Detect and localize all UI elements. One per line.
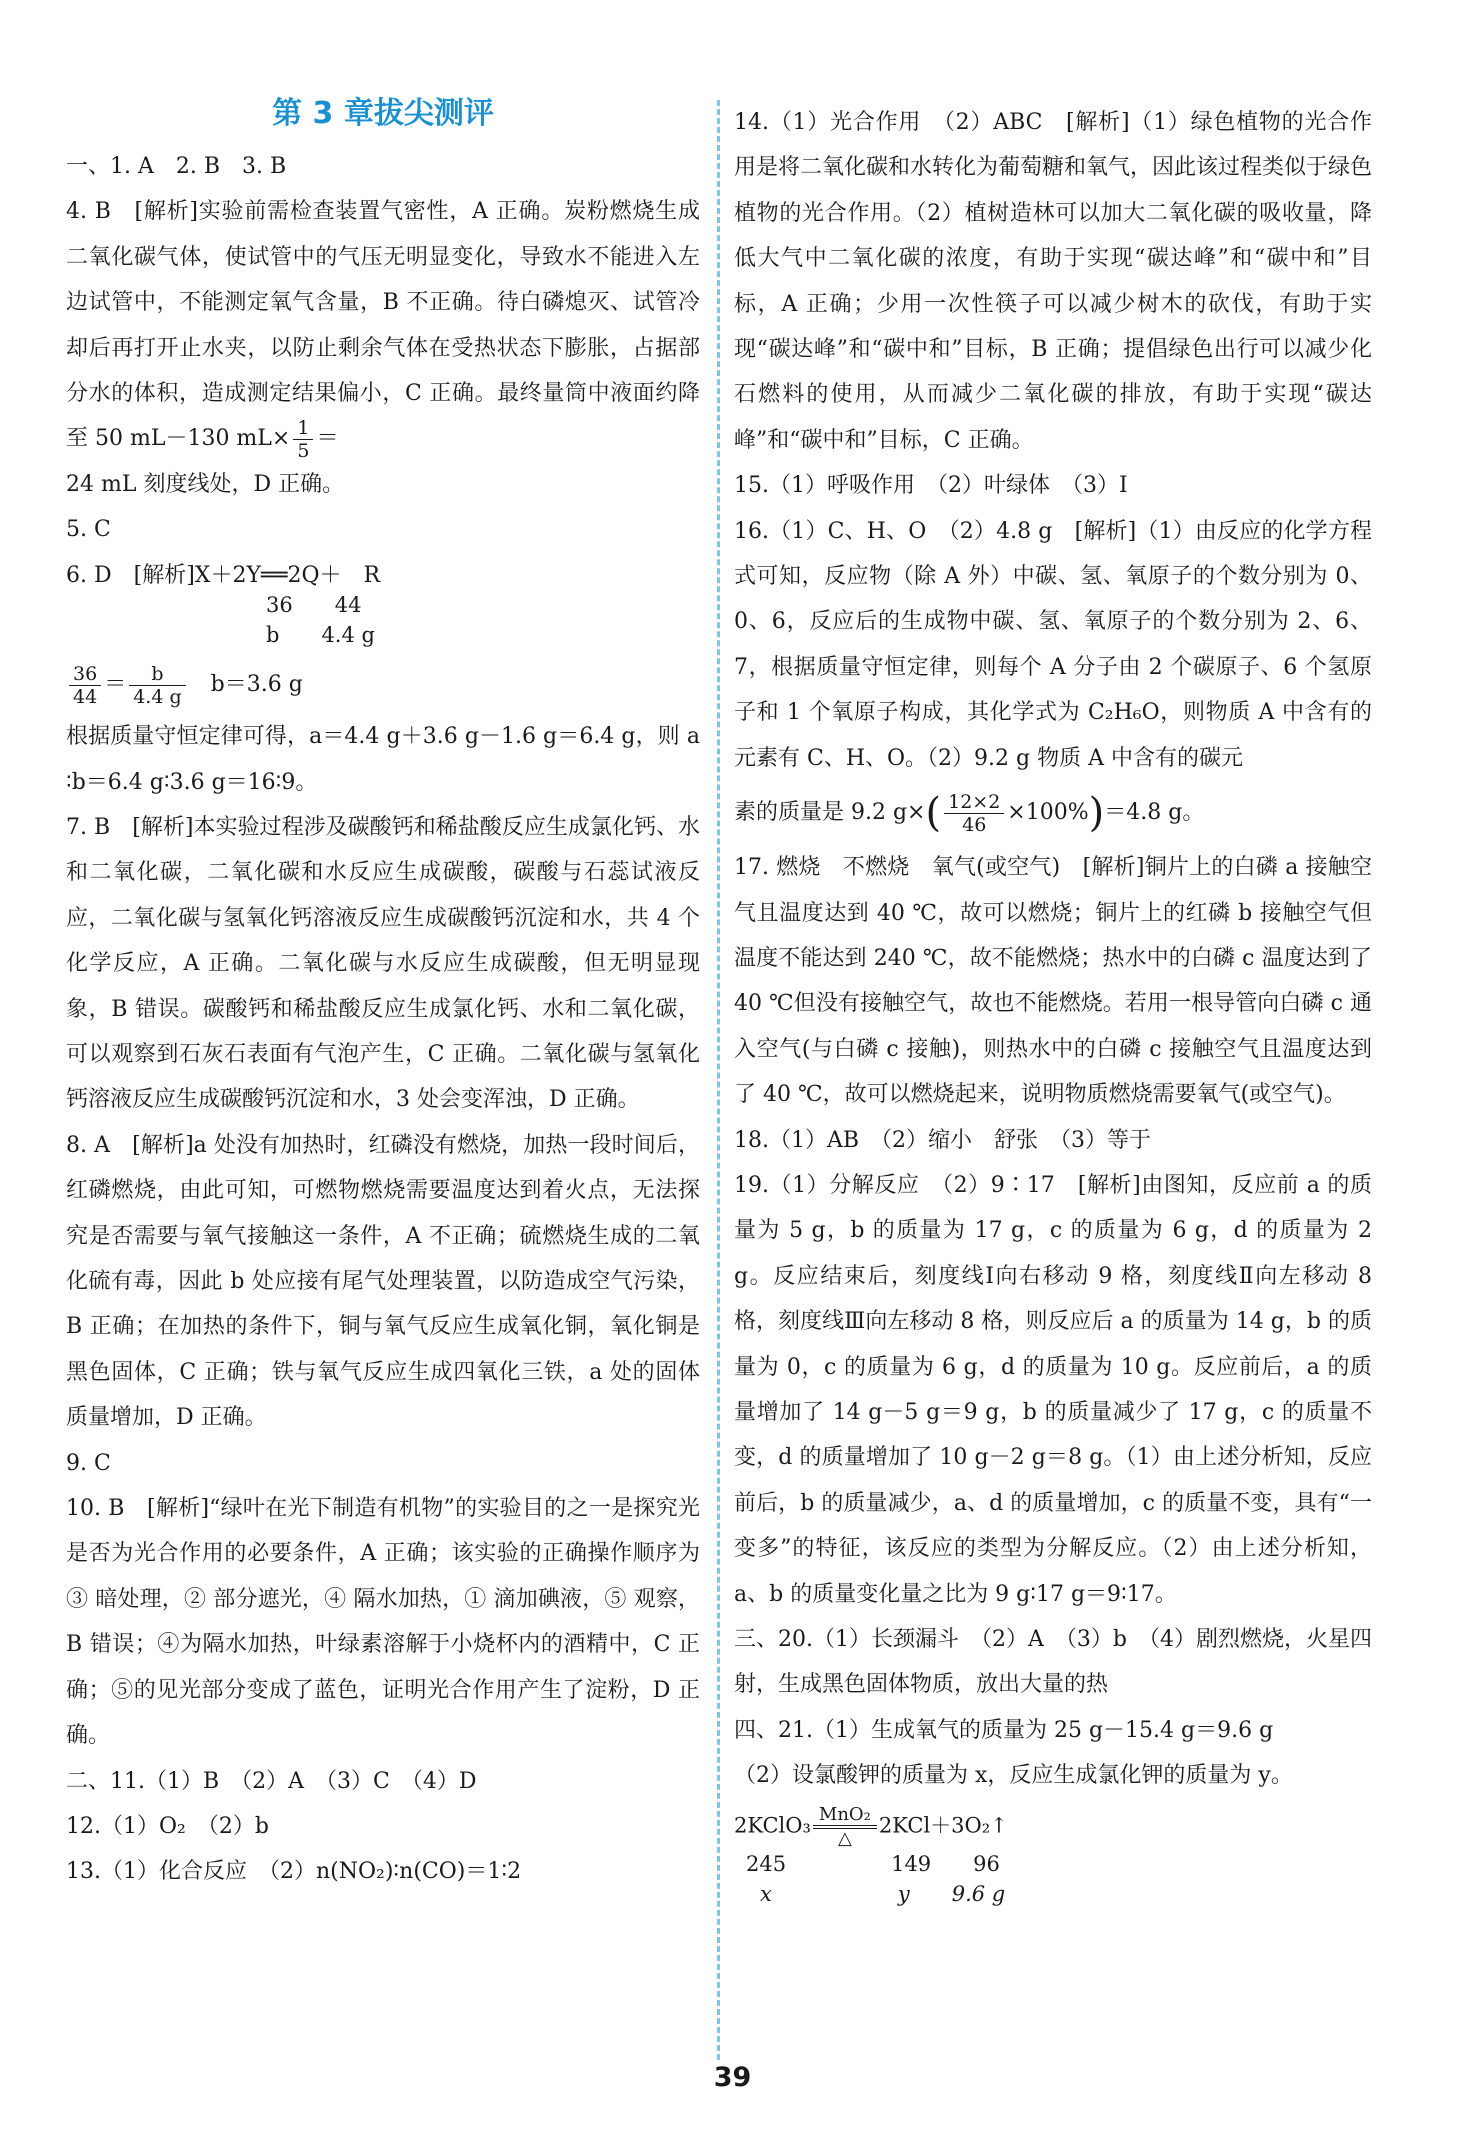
answer-10: 10. B [解析]“绿叶在光下制造有机物”的实验目的之一是探究光是否为光合作用的必要条件，A 正确；该实验的正确操作顺序为③ 暗处理，② 部分遮光，④ 隔水加热，① 滴加碘液，⑤ 观察，B 错误；④为隔水加热，叶绿素溶解于小烧杯内的酒精中，C 正确；⑤的见光部分变成了蓝色，证明光合作用产生了淀粉，D 正确。: [66, 1496, 700, 1749]
equation-mass-row: 245 149 96: [746, 1851, 1000, 1876]
chemical-equation: [734, 1805, 1372, 1909]
equation-products: 2KCl＋3O₂↑: [878, 1813, 1008, 1838]
answer-21-part1: 四、21.（1）生成氧气的质量为 25 g－15.4 g＝9.6 g: [734, 1717, 1274, 1743]
answer-4: [66, 189, 700, 462]
left-column: [66, 96, 701, 1895]
fraction-numerator: 1: [293, 417, 313, 440]
answer-9: 9. C: [66, 1450, 111, 1476]
answer-6-mass-rows: [66, 590, 700, 650]
answer-6-tail: 根据质量守恒定律可得，a＝4.4 g＋3.6 g－1.6 g＝6.4 g，则 a∶b＝6.4 g∶3.6 g＝16∶9。: [66, 724, 700, 795]
answer-4-text: 4. B [解析]实验前需检查装置气密性，A 正确。炭粉燃烧生成二氧化碳气体，使试管中的气压无明显变化，导致水不能进入左边试管中，不能测定氧气含量，B 不正确。待白磷熄灭、试管冷却后再打开止水夹，以防止剩余气体在受热状态下膨胀，占据部分水的体积，造成测定结果偏小，C 正确。最终量筒中液面约降至 50 mL－130 mL×: [66, 199, 700, 452]
answer-16: 16.（1）C、H、O （2）4.8 g [解析]（1）由反应的化学方程式可知，反应物（除 A 外）中碳、氢、氧原子的个数分别为 0、0、6，反应后的生成物中碳、氢、氧原子的个数分别为 2、6、7，根据质量守恒定律，则每个 A 分子由 2 个碳原子、6 个氢原子和 1 个氧原子构成，其化学式为 C₂H₆O，则物质 A 中含有的元素有 C、H、O。（2）9.2 g 物质 A 中含有的碳元: [734, 518, 1372, 771]
answer-15: 15.（1）呼吸作用 （2）叶绿体 （3）Ⅰ: [734, 473, 1128, 499]
calc-middle: ×100%: [1007, 800, 1089, 826]
answer-8: 8. A [解析]a 处没有加热时，红磷没有燃烧，加热一段时间后，红磷燃烧，由此可知，可燃物燃烧需要温度达到着火点，无法探究是否需要与氧气接触这一条件，A 不正确；硫燃烧生成的二氧化硫有毒，因此 b 处应接有尾气处理装置，以防造成空气污染，B 正确；在加热的条件下，铜与氧气反应生成氧化铜，氧化铜是黑色固体，C 正确；铁与氧气反应生成四氧化三铁，a 处的固体质量增加，D 正确。: [66, 1132, 701, 1431]
answer-11: 二、11.（1）B （2）A （3）C （4）D: [66, 1768, 477, 1794]
answer-6-proportion: [66, 656, 700, 714]
fraction-36-44: [69, 663, 101, 708]
catalyst-label: MnO₂: [813, 1805, 877, 1826]
equation-line: [734, 1805, 1372, 1849]
heat-symbol: △: [813, 1828, 877, 1849]
equals-sign: ＝: [104, 672, 127, 698]
answer-21-part2: （2）设氯酸钾的质量为 x，反应生成氯化钾的质量为 y。: [734, 1763, 1293, 1789]
fraction-numerator: b: [129, 663, 185, 686]
fraction-denominator: 44: [73, 685, 98, 708]
answer-16-calculation: [734, 781, 1372, 845]
answer-6-equation: 6. D [解析]X＋2Y══2Q＋ R: [66, 562, 381, 588]
equals-sign: ＝: [316, 426, 339, 452]
right-column: [734, 100, 1372, 1915]
answer-20: 三、20.（1）长颈漏斗 （2）A （3）b （4）剧烈燃烧，火星四射，生成黑色固体物质，放出大量的热: [734, 1627, 1372, 1698]
fraction-one-fifth: [293, 417, 313, 462]
equation-reactant: 2KClO₃: [734, 1813, 811, 1838]
equation-unknown-row: x y 9.6 g: [760, 1881, 1006, 1906]
reaction-condition: [813, 1805, 877, 1849]
answer-4-end: 24 mL 刻度线处，D 正确。: [66, 471, 345, 497]
answer-12: 12.（1）O₂ （2）b: [66, 1813, 269, 1839]
fraction-denominator: 4.4 g: [133, 685, 182, 708]
left-paren: (: [925, 790, 942, 837]
answer-14: 14.（1）光合作用 （2）ABC [解析]（1）绿色植物的光合作用是将二氧化碳和水转化为葡萄糖和氧气，因此该过程类似于绿色植物的光合作用。（2）植树造林可以加大二氧化碳的吸收量，降低大气中二氧化碳的浓度，有助于实现“碳达峰”和“碳中和”目标，A 正确；少用一次性筷子可以减少树木的砍伐，有助于实现“碳达峰”和“碳中和”目标，B 正确；提倡绿色出行可以减少化石燃料的使用，从而减少二氧化碳的排放，有助于实现“碳达峰”和“碳中和”目标，C 正确。: [734, 110, 1373, 453]
answer-1-3: 一、1. A 2. B 3. B: [66, 154, 287, 179]
column-divider: [717, 100, 720, 2060]
mass-row: 36 44: [266, 593, 362, 618]
answer-13: 13.（1）化合反应 （2）n(NO₂)∶n(CO)＝1∶2: [66, 1859, 522, 1885]
answer-17: 17. 燃烧 不燃烧 氧气(或空气) [解析]铜片上的白磷 a 接触空气且温度达到 40 ℃，故可以燃烧；铜片上的红磷 b 接触空气但温度不能达到 240 ℃，故不能燃烧；热水中的白磷 c 温度达到了 40 ℃但没有接触空气，故也不能燃烧。若用一根导管向白磷 c 通入空气(与白磷 c 接触)，则热水中的白磷 c 接触空气且温度达到了 40 ℃，故可以燃烧起来，说明物质燃烧需要氧气(或空气)。: [734, 855, 1372, 1108]
fraction-numerator: 36: [69, 663, 101, 686]
answer-5: 5. C: [66, 517, 111, 543]
page-number: 39: [713, 2062, 752, 2093]
given-row: b 4.4 g: [266, 623, 375, 648]
answer-18: 18.（1）AB （2）缩小 舒张 （3）等于: [734, 1127, 1152, 1153]
fraction-denominator: 5: [297, 439, 310, 462]
fraction-12x2-over-46: [944, 791, 1004, 836]
answer-19: 19.（1）分解反应 （2）9∶17 [解析]由图知，反应前 a 的质量为 5 g，b 的质量为 17 g，c 的质量为 6 g，d 的质量为 2 g。反应结束后，刻度线Ⅰ向右移动 9 格，刻度线Ⅱ向左移动 8 格，刻度线Ⅲ向左移动 8 格，则反应后 a 的质量为 14 g，b 的质量为 0，c 的质量为 6 g，d 的质量为 10 g。反应前后，a 的质量增加了 14 g－5 g＝9 g，b 的质量减少了 17 g，c 的质量不变，d 的质量增加了 10 g－2 g＝8 g。（1）由上述分析知，反应前后，b 的质量减少，a、d 的质量增加，c 的质量不变，具有“一变多”的特征，该反应的类型为分解反应。（2）由上述分析知，a、b 的质量变化量之比为 9 g∶17 g＝9∶17。: [734, 1172, 1372, 1607]
answer-7: 7. B [解析]本实验过程涉及碳酸钙和稀盐酸反应生成氯化钙、水和二氧化碳，二氧化碳和水反应生成碳酸，碳酸与石蕊试液反应，二氧化碳与氢氧化钙溶液反应生成碳酸钙沉淀和水，共 4 个化学反应，A 正确。二氧化碳与水反应生成碳酸，但无明显现象，B 错误。碳酸钙和稀盐酸反应生成氯化钙、水和二氧化碳，可以观察到石灰石表面有气泡产生，C 正确。二氧化碳与氢氧化钙溶液反应生成碳酸钙沉淀和水，3 处会变浑浊，D 正确。: [66, 814, 700, 1113]
page-title: 第 3 章拔尖测评: [272, 96, 494, 131]
fraction-denominator: 46: [962, 813, 987, 836]
calc-prefix: 素的质量是 9.2 g×: [734, 800, 926, 826]
fraction-numerator: 12×2: [944, 791, 1004, 814]
calc-result: ＝4.8 g。: [1104, 800, 1205, 826]
right-paren: ): [1088, 790, 1105, 837]
fraction-b-over-4-4g: [129, 663, 185, 708]
answer-6-result: b＝3.6 g: [210, 672, 303, 698]
